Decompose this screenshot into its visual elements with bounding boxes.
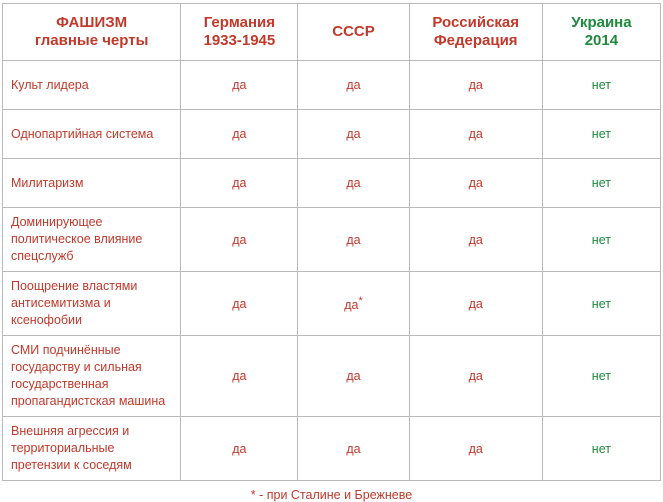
column-header-features	[3, 4, 181, 61]
cell-russia: да	[409, 110, 542, 159]
cell-ussr: да	[298, 159, 409, 208]
table-row	[3, 159, 661, 208]
cell-russia: да	[409, 272, 542, 336]
cell-germany: да	[181, 159, 298, 208]
table-row	[3, 336, 661, 417]
table-row	[3, 272, 661, 336]
table-row	[3, 208, 661, 272]
cell-russia: да	[409, 417, 542, 481]
cell-ukraine: нет	[542, 61, 660, 110]
column-header-features-line1: ФАШИЗМ	[56, 14, 128, 31]
cell-ukraine: нет	[542, 208, 660, 272]
cell-ukraine: нет	[542, 110, 660, 159]
column-header-germany	[181, 4, 298, 61]
cell-russia: да	[409, 61, 542, 110]
cell-germany: да	[181, 417, 298, 481]
row-feature-label: Поощрение властями антисемитизма и ксенофобии	[3, 272, 181, 336]
column-header-ukraine-line2: 2014	[584, 32, 619, 49]
column-header-ussr-line1: СССР	[332, 23, 375, 40]
footnote: * - при Сталине и Брежневе	[250, 488, 413, 502]
table-header-row	[3, 4, 661, 61]
table-row	[3, 61, 661, 110]
cell-ussr: да	[298, 61, 409, 110]
cell-germany: да	[181, 61, 298, 110]
cell-ussr: да	[298, 336, 409, 417]
column-header-russia	[409, 4, 542, 61]
cell-russia: да	[409, 159, 542, 208]
table-body	[3, 61, 661, 481]
column-header-features-line2: главные черты	[34, 32, 149, 49]
column-header-ukraine-line1: Украина	[571, 14, 632, 31]
row-feature-label: СМИ подчинённые государству и сильная государственная пропагандистская машина	[3, 336, 181, 417]
cell-ussr: да*	[298, 272, 409, 336]
cell-germany: да	[181, 336, 298, 417]
row-feature-label: Культ лидера	[3, 61, 181, 110]
row-feature-label: Внешняя агрессия и территориальные претензии к соседям	[3, 417, 181, 481]
table-header	[3, 4, 661, 61]
cell-ussr: да	[298, 417, 409, 481]
cell-ukraine: нет	[542, 272, 660, 336]
cell-ussr: да	[298, 208, 409, 272]
column-header-russia-line1: Российская	[432, 14, 520, 31]
row-feature-label: Доминирующее политическое влияние спецслужб	[3, 208, 181, 272]
column-header-germany-line2: 1933-1945	[203, 32, 276, 49]
cell-ukraine: нет	[542, 159, 660, 208]
footnote-marker: *	[358, 294, 363, 307]
cell-germany: да	[181, 208, 298, 272]
column-header-ussr	[298, 4, 409, 61]
table-row	[3, 110, 661, 159]
row-feature-label: Милитаризм	[3, 159, 181, 208]
column-header-russia-line2: Федерация	[433, 32, 518, 49]
cell-ussr: да	[298, 110, 409, 159]
cell-russia: да	[409, 336, 542, 417]
cell-russia: да	[409, 208, 542, 272]
row-feature-label: Однопартийная система	[3, 110, 181, 159]
cell-germany: да	[181, 110, 298, 159]
column-header-ukraine	[542, 4, 660, 61]
table-row	[3, 417, 661, 481]
cell-germany: да	[181, 272, 298, 336]
cell-ukraine: нет	[542, 417, 660, 481]
cell-ukraine: нет	[542, 336, 660, 417]
column-header-germany-line1: Германия	[203, 14, 276, 31]
fascism-comparison-table	[2, 3, 661, 481]
